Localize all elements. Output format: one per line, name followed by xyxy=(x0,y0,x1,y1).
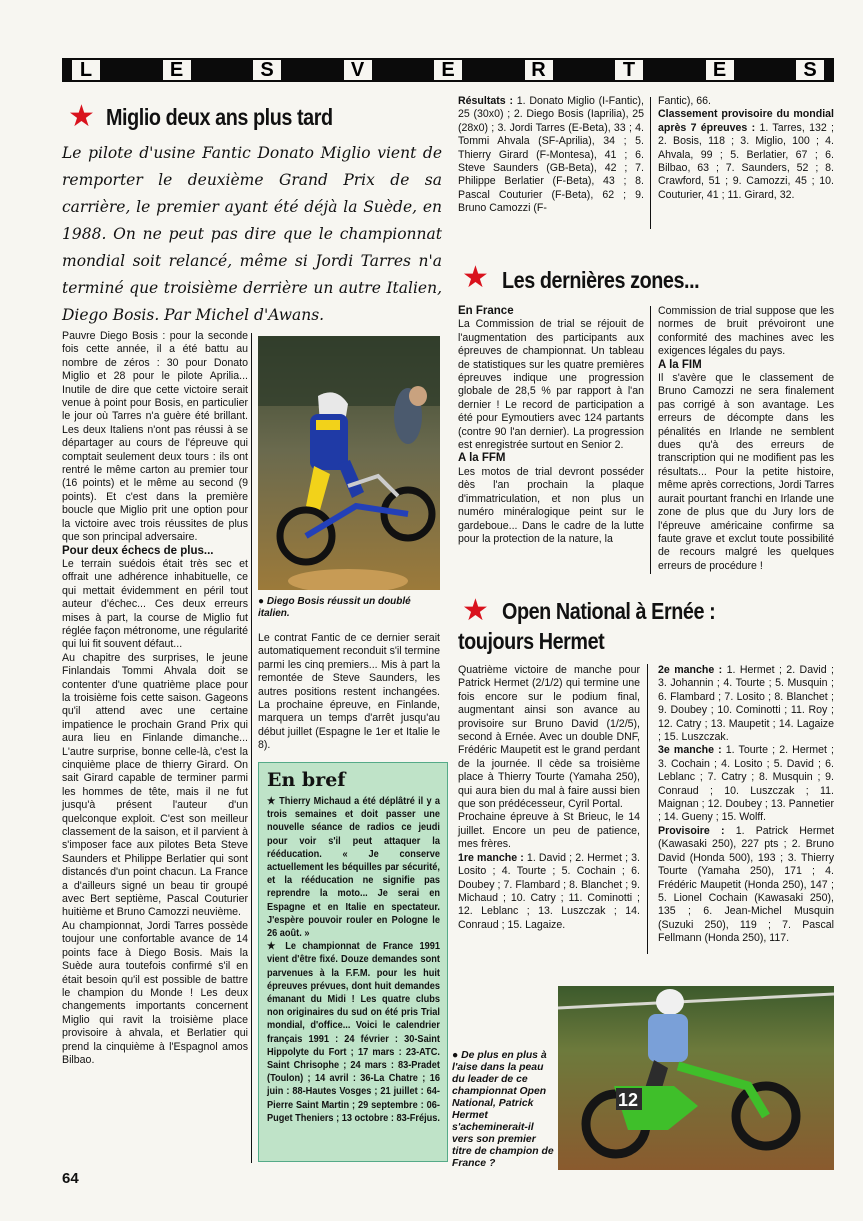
manche-text: 1. Hermet ; 2. David ; 3. Johannin ; 4. Tourte ; 5. Musquin ; 6. Flambard ; 7. Losito ; 8. Blanchet ; 9. Doubey ; 10. Cominotti ; 11. Roy ; 12. Catry ; 13. Maupetit ; 14. Lagaize ; 15. Luszczak. xyxy=(658,664,834,744)
subheading: A la FIM xyxy=(658,358,702,371)
article1-column1 xyxy=(62,330,248,1067)
section-banner xyxy=(62,58,834,82)
article1-column2: Le contrat Fantic de ce dernier serait automatiquement reconduit s'il termine parmi les cinq premiers... Mis à part la remontée de Steve Saunders, les autres positions restent inchangées. La prochaine épreuve, en Finlande, marquera un temps d'arrêt jusqu'au début juillet (Espagne le 1er et Italie le 8). xyxy=(258,632,440,752)
manche-label: 2e manche : xyxy=(658,664,723,676)
banner-letter: R xyxy=(525,60,553,80)
en-bref-box xyxy=(258,762,448,1162)
article1-title: Miglio deux ans plus tard xyxy=(106,104,333,130)
banner-letter: E xyxy=(163,60,191,80)
paragraph: Les motos de trial devront posséder dès l'an prochain la plaque d'immatriculation, et non plus un numéro minéralogique peint sur le gardeboue... Dans le cadre de la lutte pour la protection de la nature, la xyxy=(458,465,644,545)
manche-1-results xyxy=(458,852,640,932)
article2-column1 xyxy=(458,305,644,546)
trial-rider-image xyxy=(258,336,440,590)
paragraph: Il s'avère que le classement de Bruno Camozzi ne sera finalement pas corrigé à son avantage. Les erreurs de décompte dans les pénalités en Irlande ne semblent dues qu'à des erreurs de transcription qui ne modifient pas les résultats... Pour la petite histoire, même après corrections, Jordi Tarres aurait pourtant franchi en Irlande une zone de plus que du Jury lors de l'épreuve américaine confirme sa faute grave et exclut toute possibilité de recours malgré les quelques erreurs de procédure ! xyxy=(658,372,834,572)
article3-column1 xyxy=(458,664,640,932)
page-number: 64 xyxy=(62,1170,79,1187)
manche-label: 3e manche : xyxy=(658,744,722,757)
banner-letter: V xyxy=(344,60,372,80)
star-icon: ★ xyxy=(68,100,95,133)
paragraph: Commission de trial suppose que les normes de bruit prévoiront une conformité des machines avec les exigences légales du pays. xyxy=(658,305,834,358)
article3-column2 xyxy=(658,664,834,946)
provisional-text: 1. Patrick Hermet (Kawasaki 250), 227 pts ; 2. Bruno David (Honda 500), 193 ; 3. Thierry Tourte (Yamaha 250), 171 ; 4. Frédéric Maupetit (Honda 250), 147 ; 5. Lionel Cochain (Kawasaki 250), 135 ; 6. Jean-Michel Musquin (Suzuki 250), 119 ; 7. Pascal Fellmann (Honda 250), 117. xyxy=(658,824,835,945)
results-continued: Fantic), 66. xyxy=(658,95,711,107)
results-block xyxy=(458,95,644,216)
article3-title-line1: Open National à Ernée : xyxy=(502,598,716,624)
banner-letter: S xyxy=(253,60,281,80)
paragraph: Quatrième victoire de manche pour Patrick Hermet (2/1/2) qui termine une fois encore sur le podium final, augmentant ainsi son avance au provisoire sur Bruno David (1/2/5), second à Ernée. Avec un double DNF, Frédéric Maupetit est le grand perdant de la journée. Il cède sa troisième place à Thierry Tourte (Yamaha 250), qui aura bien du mal à faire aussi bien que son prédécesseur, Cyril Portal. xyxy=(458,664,640,811)
en-bref-title: En bref xyxy=(267,769,346,791)
subheading: En France xyxy=(458,305,514,317)
banner-letter: E xyxy=(434,60,462,80)
results-text: 1. Donato Miglio (I-Fantic), 25 (30x0) ; 2. Diego Bosis (Iaprilia), 25 (28x0) ; 3. Jordi Tarres (E-Beta), 33 ; 4. Tommi Ahvala (SF-Aprilia), 34 ; 5. Thierry Girard (F-Montesa), 41 ; 6. Steve Saunders (GB-Beta), 42 ; 7. Philippe Berlatier (F-Beta), 43 ; 8. Pascal Couturier (F-Beta), 62 ; 9. Bruno Camozzi (F- xyxy=(458,95,644,215)
banner-letter: S xyxy=(796,60,824,80)
results-label: Résultats : xyxy=(458,95,513,107)
paragraph: Au championnat, Jordi Tarres possède toujour une confortable avance de 14 points face à Diego Bosis. Mais la Suède aura toutefois confirmé s'il en était besoin qu'il est possible de battre le champion du Monde ! Les deux changements importants concernent Miglio qui ravit la troisième place provisoire à ahvala, et Berlatier qui prend la cinquième à l'Espagnol amos Bilbao. xyxy=(62,919,248,1066)
bullet-icon: ● xyxy=(258,596,267,607)
paragraph: Le terrain suédois était très sec et offrait une adhérence inhabituelle, ce qui mettait évidemment en péril tout auteur d'échec... Ces deux erreurs mises à part, la course de Miglio fut réglée façon métronome, une régularité qui lui fit souvent défaut... xyxy=(62,557,248,651)
subheading: Pour deux échecs de plus... xyxy=(62,544,214,557)
star-icon: ★ xyxy=(462,261,489,294)
photo-motocross-rider xyxy=(558,986,834,1170)
en-bref-item: ★ Thierry Michaud a été déplâtré il y a trois semaines et doit passer une nouvelle séance de radios ce jeudi pour voir s'il peut attaquer la rééducation. « Je conserve actuellement les béquilles par sécurité, et la rééducation ne signifie pas reprendre la moto... Je serai en Espagne et en Italie en spectateur. J'espère pouvoir rouler en Pologne le 26 août. » xyxy=(267,796,440,940)
article3-title-line2: toujours Hermet xyxy=(458,628,605,654)
standings-block xyxy=(658,95,834,202)
provisional-label: Provisoire : xyxy=(658,824,725,837)
paragraph: La Commission de trial se réjouit de l'augmentation des participants aux épreuves de championnat. Un tableau de statistiques sur les quatre premières épreuves indique une progression globale de 28,5 % par rapport à l'an dernier ! Le record de participation a été pour Eymoutiers avec 124 partants (contre 90 l'an dernier). La progression est enregistrée surtout en Senior 2. xyxy=(458,318,644,452)
photo-trial-rider xyxy=(258,336,440,590)
manche-text: 1. David ; 2. Hermet ; 3. Losito ; 4. Tourte ; 5. Cochain ; 6. Doubey ; 7. Flambard ; 8. Blanchet ; 9. Michaud ; 10. Catry ; 11. Cominotti ; 12. Leblanc ; 13. Luszczak ; 14. Conraud ; 15. Lagaize. xyxy=(458,851,640,931)
article2-column2 xyxy=(658,305,834,573)
standings-label: Classement provisoire du mondial après 7 épreuves : xyxy=(658,108,834,134)
manche-text: 1. Tourte ; 2. Hermet ; 3. Cochain ; 4. Losito ; 5. David ; 6. Leblanc ; 7. Catry ; 8. Musquin ; 9. Conraud ; 10. Luszczak ; 11. Maignan ; 12. Doubey ; 13. Pannetier ; 14. Gueny ; 15. Wolff. xyxy=(658,744,834,824)
en-bref-item: ★ Le championnat de France 1991 vient d'être fixé. Douze demandes sont parvenues à la F.F.M. pour les huit épreuves prévues, dont huit demandes émanant du Midi ! Les quatre clubs non originaires du sud on été pris Trial mondial, d'office... Voici le calendrier français 1991 : 24 février : 30-Saint Hippolyte du Fort ; 17 mars : 23-ATC. Saint Chrisophe ; 24 mars : 83-Pradet (Toulon) ; 14 avril : 36-La Chatre ; 16 juin : 88-Hautes Vosges ; 21 juillet : 64-Pierre Saint Martin ; 29 septembre : 06-Puget Theniers ; 13 octobre : 83-Fréjus. xyxy=(267,941,440,1124)
star-icon: ★ xyxy=(462,594,489,627)
subheading: A la FFM xyxy=(458,452,506,465)
manche-2-results xyxy=(658,664,834,744)
banner-letter: E xyxy=(706,60,734,80)
bike-number: 12 xyxy=(618,1090,639,1110)
paragraph: Prochaine épreuve à St Brieuc, le 14 juillet. Encore un peu de patience, mes frères. xyxy=(458,811,640,851)
paragraph: Pauvre Diego Bosis : pour la seconde fois cette année, il a été battu au nombre de zéros : 30 pour Donato Miglio et 28 pour le pilote Aprilia... Inutile de dire que cette victoire serait venue à point pour Bosis, en particulier le jour où Tarres n'a guère été brillant. Les deux Italiens n'ont pas réussi à se départager au cours de l'épreuve qui comptait seulement deux tours : ils ont rentré le même carton au premier tour (16 points) et le même au second (9 points). Et c'est dans la première boucle que Miglio prit une option pour la victoire avec trois réussites de plus que son principal adversaire. xyxy=(62,330,248,544)
banner-letter: T xyxy=(615,60,643,80)
article2-title: Les dernières zones... xyxy=(502,267,700,293)
column-divider xyxy=(251,333,252,1163)
provisional-standings xyxy=(658,825,834,946)
manche-label: 1re manche : xyxy=(458,851,524,864)
manche-3-results xyxy=(658,744,834,824)
column-divider xyxy=(650,306,651,574)
photo1-caption: Diego Bosis réussit un doublé italien. xyxy=(258,596,411,619)
paragraph: Au chapitre des surprises, le jeune Finlandais Tommi Ahvala doit se contenter d'une quatrième place pour la troisième fois cette saison. Gageons qu'il attend avec une certaine impatience le prochain Grand Prix qui aura lieu en Finlande dimanche... L'autre surprise, bonne celle-là, c'est la cinquième place de thierry Girard. On sait Girard capable de terminer parmi les hommes de tête, mais il ne fut jusqu'à présent l'auteur d'un quelconque exploit. C'est son meilleur classement de la saison, et il parvient à s'imposer face aux pilotes Beta Steve Saunders et Philippe Berlatier qui sont distancés d'un point chacun. La France a d'ailleurs signé un beau tir groupé avec Bert septième, Pascal Couturier huitième et Bruno Camozzi neuvième. xyxy=(62,651,248,919)
column-divider xyxy=(650,97,651,229)
standings-text: 1. Tarres, 132 ; 2. Bosis, 118 ; 3. Miglio, 100 ; 4. Ahvala, 99 ; 5. Berlatier, 67 ; 6. Bilbao, 63 ; 7. Saunders, 52 ; 8. Crawford, 51 ; 9. Camozzi, 45 ; 10. Couturier, 41 ; 11. Girard, 32. xyxy=(658,121,835,201)
column-divider xyxy=(647,664,648,954)
photo2-caption: De plus en plus à l'aise dans la peau du leader de ce championnat Open National, Patrick Hermet s'acheminerait-il vers son premier titre de champion de France ? xyxy=(452,1050,554,1169)
bullet-icon: ● xyxy=(452,1050,462,1061)
banner-letter: L xyxy=(72,60,100,80)
motocross-rider-image xyxy=(558,986,834,1170)
article1-lead: Le pilote d'usine Fantic Donato Miglio vient de remporter le deuxième Grand Prix de sa carrière, le premier ayant été déjà la Suède, en 1988. On ne peut pas dire que le championnat mondial soit relancé, même si Jordi Tarres n'a terminé que troisième derrière un autre Italien, Diego Bosis. Par Michel d'Awans. xyxy=(62,144,442,324)
